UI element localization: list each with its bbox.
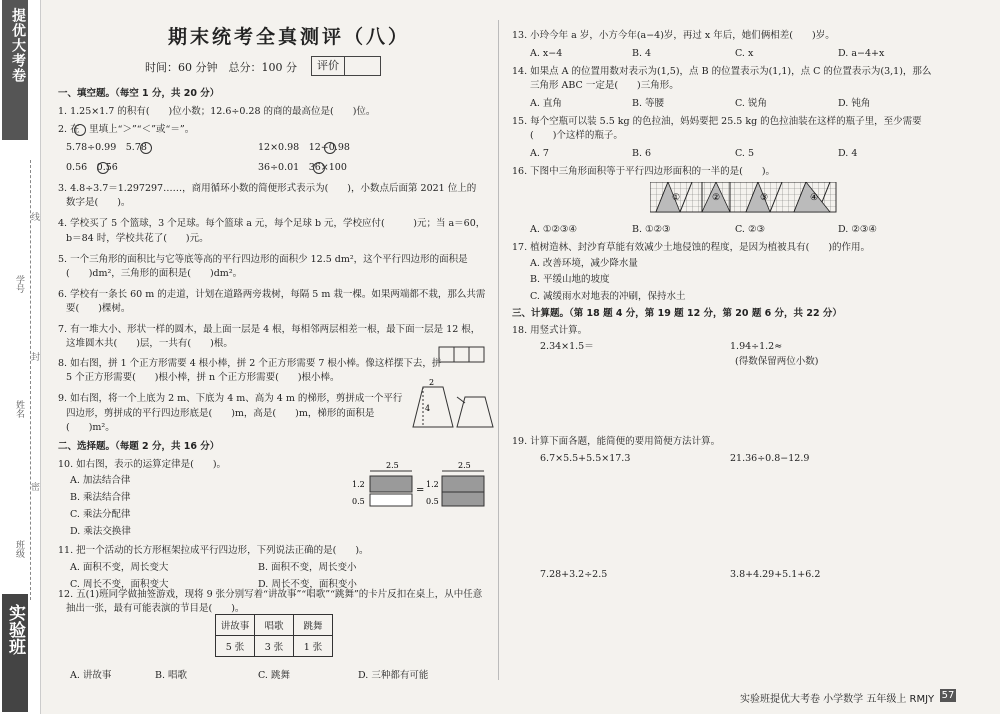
question-line: 5.78÷0.99 5.78 — [66, 142, 147, 153]
circle-icon — [97, 162, 109, 174]
question-line: 5. 一个三角形的面积比与它等底等高的平行四边形的面积少 12.5 dm²，这个平行四边形的面积是 — [58, 254, 468, 265]
question-line: 3. 4.8÷3.7＝1.297297……，商用循环小数的简便形式表示为( )，小数点后面第 2021 位上的 — [58, 183, 477, 194]
trap-top-label: 2 — [429, 378, 435, 387]
question-line: 9. 如右图，将一个上底为 2 m、下底为 4 m、高为 4 m 的梯形，剪拼成一个平行 — [58, 393, 403, 404]
question-line: 数字是( )。 — [66, 197, 131, 208]
question-line: A. 7 — [530, 148, 549, 159]
brand-label-top: 提优大考卷 — [10, 8, 26, 83]
seal-char: 密 — [31, 483, 41, 493]
score-label: 评价 — [312, 57, 345, 75]
question-line: A. 面积不变，周长变大 — [70, 562, 169, 573]
question-line: 13. 小玲今年 a 岁，小方今年(a−4)岁，再过 x 年后，她们俩相差( )岁。 — [512, 30, 835, 41]
question-line: 4. 学校买了 5 个篮球，3 个足球。每个篮球 a 元，每个足球 b 元，学校应付( )元；当 a＝60， — [58, 218, 486, 229]
student-number-label: 学号 — [14, 275, 24, 293]
question-line: 要( )棵树。 — [66, 303, 131, 314]
cards-table — [215, 614, 333, 657]
question-line: D. a−4+x — [838, 48, 885, 59]
area-top-label: 2.5 — [458, 461, 471, 470]
question-line: B. 等腰 — [632, 98, 665, 109]
question-line: D. ②③④ — [838, 224, 877, 235]
area-top-label: 2.5 — [386, 461, 399, 470]
question-line: ( )m²。 — [66, 422, 115, 433]
question-line: A. 讲故事 — [70, 670, 112, 681]
name-label: 姓名 — [14, 400, 24, 418]
question-line: 21.36÷0.8−12.9 — [730, 453, 810, 464]
blank-circle — [324, 142, 336, 155]
blank-circle — [140, 142, 152, 155]
section-heading: 三、计算题。（第 18 题 4 分，第 19 题 12 分，第 20 题 6 分，共 22 分） — [512, 308, 842, 319]
question-line: C. 周长不变，面积变大 — [70, 579, 169, 590]
figure-mark: ② — [712, 193, 721, 203]
question-line: 7.28+3.2÷2.5 — [540, 569, 608, 580]
question-line: B. 唱歌 — [155, 670, 188, 681]
circle-icon — [313, 162, 325, 174]
exam-title: 期末统考全真测评（八） — [168, 26, 411, 48]
seal-char: 线 — [31, 213, 41, 223]
table-cell: 跳舞 — [294, 615, 333, 636]
question-line: 5 个正方形需要( )根小棒，拼 n 个正方形需要( )根小棒。 — [66, 372, 340, 383]
squares-figure — [438, 346, 488, 364]
area-left-label: 1.2 — [352, 480, 365, 489]
table-row — [216, 615, 333, 636]
question-line: D. 4 — [838, 148, 858, 159]
question-line: A. x−4 — [530, 48, 563, 59]
question-line: ( )个这样的瓶子。 — [530, 130, 623, 141]
question-line: D. 钝角 — [838, 98, 871, 109]
question-line: 抽出一张，最有可能表演的节目是( )。 — [66, 603, 245, 614]
question-line: 15. 每个空瓶可以装 5.5 kg 的色拉油，妈妈要把 25.5 kg 的色拉油装在这样的瓶子里，至少需要 — [512, 116, 922, 127]
area-left-label: 0.5 — [352, 497, 365, 506]
question-line: 2. 在 里填上“＞”“＜”或“＝”。 — [58, 124, 195, 135]
question-line: 18. 用竖式计算。 — [512, 325, 588, 336]
question-line: 8. 如右图，拼 1 个正方形需要 4 根小棒，拼 2 个正方形需要 7 根小棒。像这样摆下去，拼 — [58, 358, 442, 369]
blank-circle — [97, 162, 109, 175]
exam-meta: 时间：60 分钟 总分：100 分 — [145, 61, 297, 74]
area-left-label: 0.5 — [426, 497, 439, 506]
circle-icon — [140, 142, 152, 154]
question-line: 0.56̇ 0.5̇6̇ — [66, 162, 118, 173]
question-line: B. 面积不变，周长变小 — [258, 562, 357, 573]
score-box — [311, 56, 381, 76]
footer-text: 实验班提优大考卷 小学数学 五年级上 RMJY — [740, 694, 935, 705]
table-cell: 1 张 — [294, 636, 333, 657]
question-line: 14. 如果点 A 的位置用数对表示为(1,5)，点 B 的位置表示为(1,1)，点 C 的位置表示为(3,1)，那么 — [512, 66, 932, 77]
circle-icon — [74, 124, 86, 136]
question-line: 三角形 ABC 一定是( )三角形。 — [530, 80, 679, 91]
table-cell: 讲故事 — [216, 615, 255, 636]
question-line: 2.34×1.5＝ — [540, 341, 594, 352]
question-line: C. 乘法分配律 — [70, 509, 131, 520]
question-line: 36÷0.01 36×100 — [258, 162, 347, 173]
question-line: 11. 把一个活动的长方形框架拉成平行四边形，下列说法正确的是( )。 — [58, 545, 369, 556]
brand-label-bottom: 实验班 — [5, 604, 25, 655]
question-line: 这堆圆木共( )层，一共有( )根。 — [66, 338, 233, 349]
table-cell: 3 张 — [255, 636, 294, 657]
question-line: D. 三种都有可能 — [358, 670, 429, 681]
question-line: A. ①②③④ — [530, 224, 577, 235]
seal-char: 封 — [31, 353, 41, 363]
blank-circle — [313, 162, 325, 175]
blank-circle — [74, 124, 86, 137]
question-line: C. 锐角 — [735, 98, 767, 109]
table-cell: 唱歌 — [255, 615, 294, 636]
question-line: B. 4 — [632, 48, 652, 59]
question-line: C. 减缓雨水对地表的冲刷，保持水土 — [530, 291, 686, 302]
question-line: D. 周长不变，面积变小 — [258, 579, 357, 590]
question-line: 四边形，剪拼成的平行四边形底是( )m，高是( )m，梯形的面积是 — [66, 408, 375, 419]
question-line: (得数保留两位小数) — [735, 356, 819, 367]
question-line: 16. 下图中三角形面积等于平行四边形面积的一半的是( )。 — [512, 166, 776, 177]
class-label: 班级 — [14, 540, 24, 558]
question-line: 17. 植树造林、封沙育草能有效减少土地侵蚀的程度，是因为植被具有( )的作用。 — [512, 242, 871, 253]
circle-icon — [324, 142, 336, 154]
question-line: 12×0.98 12÷0.98 — [258, 142, 350, 153]
grid-figure — [650, 182, 840, 216]
figure-mark: ④ — [810, 193, 819, 203]
section-heading: 一、填空题。（每空 1 分，共 20 分） — [58, 88, 220, 99]
question-line: A. 直角 — [530, 98, 562, 109]
question-line: B. 6 — [632, 148, 652, 159]
question-line: 3.8+4.29+5.1+6.2 — [730, 569, 821, 580]
equals-sign: = — [416, 485, 425, 496]
seal-line — [30, 160, 31, 600]
page-number: 57 — [941, 690, 955, 701]
figure-mark: ① — [672, 193, 681, 203]
trap-height-label: 4 — [425, 404, 431, 413]
trapezoid-figure — [405, 377, 497, 433]
question-line: b＝84 时，学校共花了( )元。 — [66, 233, 209, 244]
question-line: D. 乘法交换律 — [70, 526, 131, 537]
area-left-label: 1.2 — [426, 480, 439, 489]
question-line: C. 跳舞 — [258, 670, 290, 681]
question-line: B. ①②③ — [632, 224, 671, 235]
table-cell: 5 张 — [216, 636, 255, 657]
figure-mark: ③ — [760, 193, 769, 203]
question-line: 1. 1.25×1.7 的积有( )位小数；12.6÷0.28 的商的最高位是( )位。 — [58, 106, 376, 117]
question-line: ( )dm²，三角形的面积是( )dm²。 — [66, 268, 243, 279]
question-line: 6.7×5.5+5.5×17.3 — [540, 453, 631, 464]
area-model-figure — [350, 458, 490, 514]
question-line: C. ②③ — [735, 224, 766, 235]
question-line: 19. 计算下面各题，能简便的要用简便方法计算。 — [512, 436, 721, 447]
question-line: 7. 有一堆大小、形状一样的圆木，最上面一层是 4 根，每相邻两层相差一根，最下面一层是 12 根， — [58, 324, 481, 335]
question-line: 12. 五(1)班同学做抽签游戏，现将 9 张分别写着“讲故事”“唱歌”“跳舞”的卡片反扣在桌上，从中任意 — [58, 589, 483, 600]
table-row — [216, 636, 333, 657]
question-line: A. 加法结合律 — [70, 475, 131, 486]
question-line: B. 平缓山地的坡度 — [530, 274, 610, 285]
question-line: 1.94÷1.2≈ — [730, 341, 783, 352]
question-line: C. 5 — [735, 148, 755, 159]
section-heading: 二、选择题。（每题 2 分，共 16 分） — [58, 441, 220, 452]
question-line: 6. 学校有一条长 60 m 的走道，计划在道路两旁栽树，每隔 5 m 栽一棵。如果两端都不栽，那么共需 — [58, 289, 486, 300]
question-line: C. x — [735, 48, 754, 59]
question-line: 10. 如右图，表示的运算定律是( )。 — [58, 459, 227, 470]
question-line: A. 改善环境，减少降水量 — [530, 258, 638, 269]
column-divider — [498, 20, 499, 680]
question-line: B. 乘法结合律 — [70, 492, 131, 503]
